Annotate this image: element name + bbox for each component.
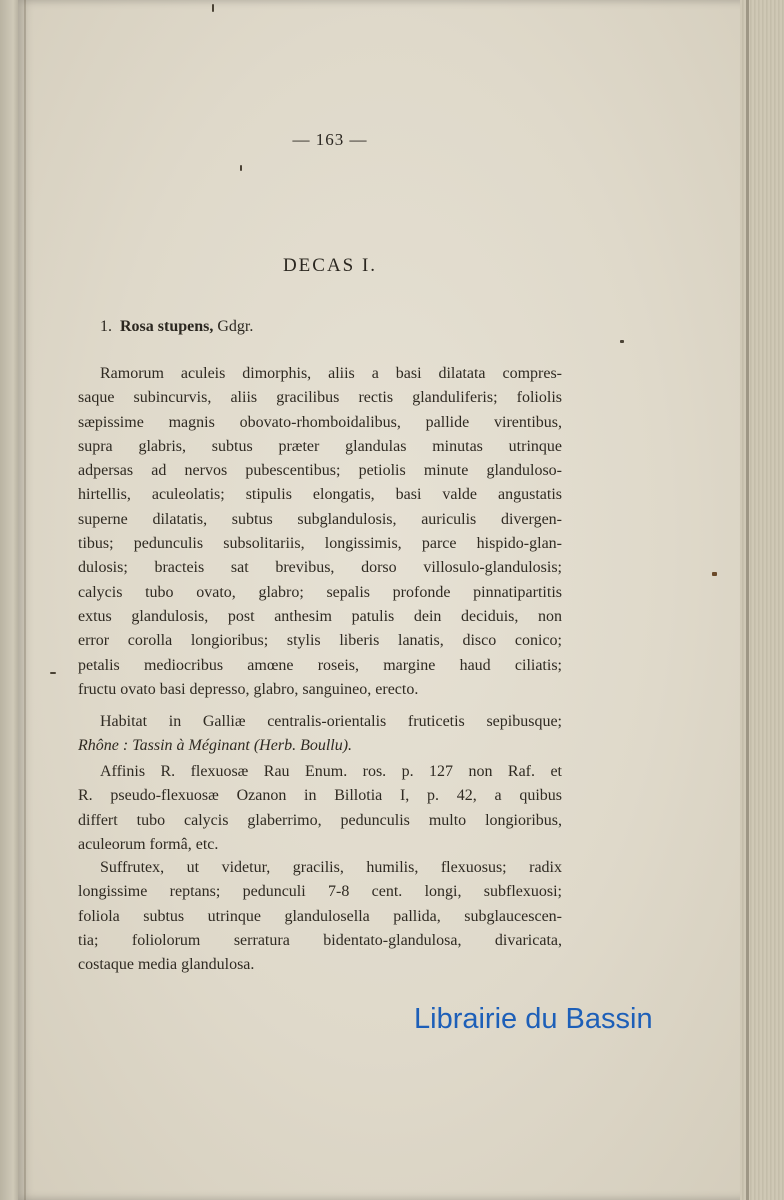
- entry-species-name: Rosa stupens,: [120, 318, 214, 335]
- text-line: costaque media glandulosa.: [78, 956, 255, 974]
- description-paragraph: [78, 362, 562, 702]
- paper-speck: [50, 672, 56, 674]
- suffrutex-paragraph: [78, 856, 562, 977]
- text-line: petalis mediocribus amœne roseis, margine haud ciliatis;: [78, 656, 562, 674]
- habitat-paragraph: [78, 710, 562, 759]
- text-line: Affinis R. flexuosæ Rau Enum. ros. p. 127 non Raf. et: [100, 763, 562, 780]
- text-line: Suffrutex, ut videtur, gracilis, humilis, flexuosus; radix: [100, 859, 562, 876]
- text-line: adpersas ad nervos pubescentibus; petiolis minute glanduloso-: [78, 462, 562, 480]
- text-line: supra glabris, subtus præter glandulas minutas utrinque: [78, 437, 562, 455]
- text-line: tia; foliolorum serratura bidentato-glandulosa, divaricata,: [78, 931, 562, 949]
- text-line: dulosis; bracteis sat brevibus, dorso villosulo-glandulosis;: [78, 559, 562, 577]
- text-line: fructu ovato basi depresso, glabro, sanguineo, erecto.: [78, 680, 419, 698]
- text-line: foliola subtus utrinque glandulosella pallida, subglaucescen-: [78, 907, 562, 925]
- entry-author: Gdgr.: [217, 318, 254, 335]
- text-line: differt tubo calycis glaberrimo, pedunculis multo longioribus,: [78, 811, 562, 829]
- text-line: calycis tubo ovato, glabro; sepalis profonde pinnatipartitis: [78, 583, 562, 601]
- text-line: tibus; pedunculis subsolitariis, longissimis, parce hispido-glan-: [78, 535, 562, 553]
- text-line: error corolla longioribus; stylis liberis lanatis, disco conico;: [78, 632, 562, 650]
- entry-title: [100, 318, 253, 336]
- text-line: saque subincurvis, aliis gracilibus rectis glanduliferis; foliolis: [78, 389, 562, 407]
- paper-speck: [620, 340, 624, 343]
- affinis-paragraph: [78, 760, 562, 857]
- text-line: superne dilatatis, subtus subglandulosis, auriculis divergen-: [78, 510, 562, 528]
- text-line: Habitat in Galliæ centralis-orientalis fruticetis sepibusque;: [100, 713, 562, 730]
- text-line: hirtellis, aculeolatis; stipulis elongatis, basi valde angustatis: [78, 486, 562, 504]
- page-fold: [24, 0, 26, 1200]
- text-line: Rhône : Tassin à Méginant (Herb. Boullu).: [78, 737, 353, 755]
- text-line: longissime reptans; pedunculi 7-8 cent. longi, subflexuosi;: [78, 883, 562, 901]
- text-line: extus glandulosis, post anthesim patulis dein deciduis, non: [78, 607, 562, 625]
- paper-speck: [712, 572, 717, 576]
- text-line: aculeorum formâ, etc.: [78, 835, 219, 853]
- text-line: Ramorum aculeis dimorphis, aliis a basi dilatata compres-: [100, 365, 562, 382]
- paper-speck: [240, 165, 242, 171]
- section-heading: DECAS I.: [282, 255, 378, 276]
- page-stack-edge: [740, 0, 784, 1200]
- paper-speck: [212, 4, 214, 12]
- page-number: — 163 —: [292, 130, 368, 149]
- text-line: R. pseudo-flexuosæ Ozanon in Billotia I, p. 42, a quibus: [78, 787, 562, 805]
- text-line: sæpissime magnis obovato-rhomboidalibus, pallide virentibus,: [78, 413, 562, 431]
- entry-number: 1.: [100, 318, 112, 335]
- watermark: Librairie du Bassin: [414, 1003, 653, 1035]
